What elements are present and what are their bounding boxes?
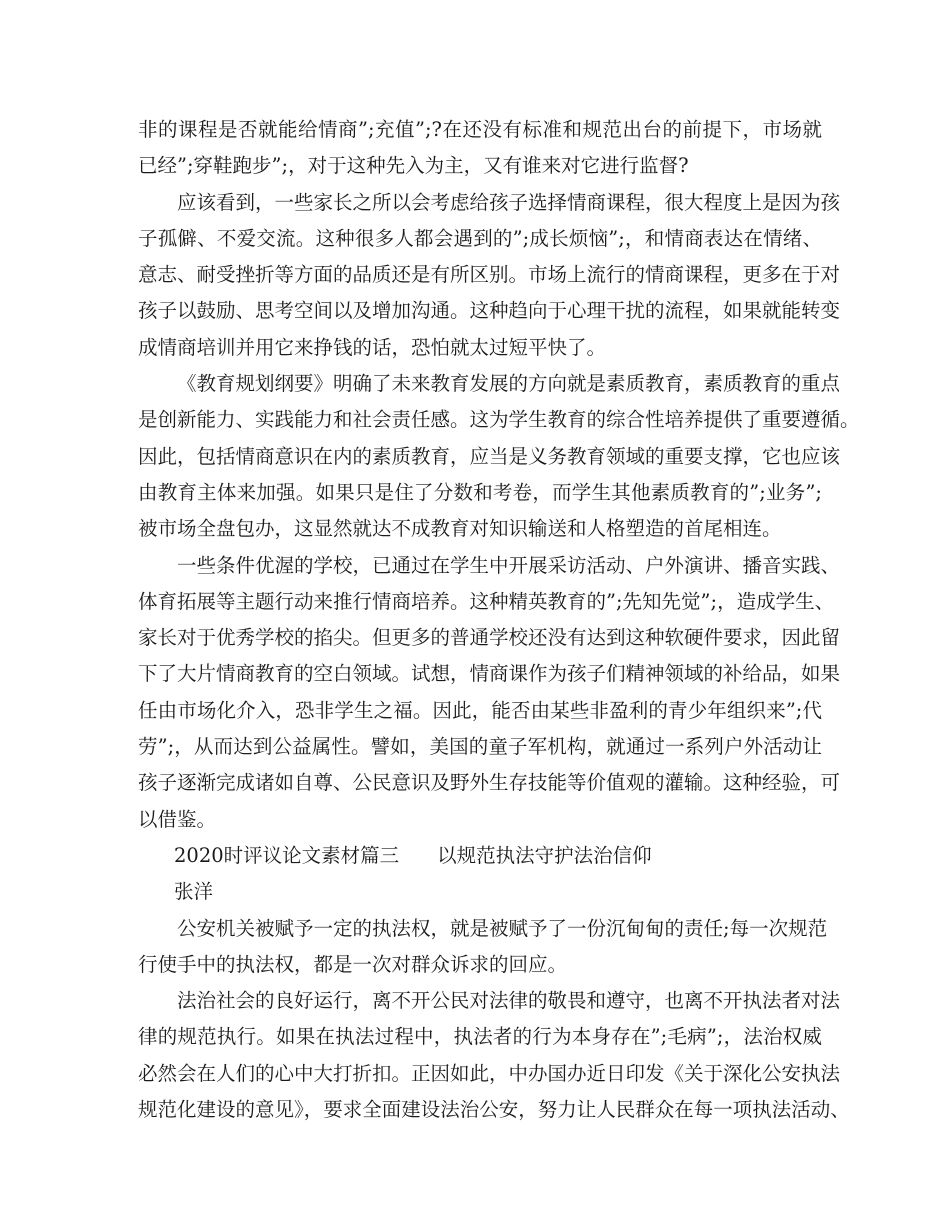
section-title: 以规范执法守护法治信仰 xyxy=(437,843,652,867)
text-line: 成情商培训并用它来挣钱的话，恐怕就太过短平快了。 xyxy=(138,335,607,359)
text-line: 子孤僻、不爱交流。这种很多人都会遇到的”;成长烦恼”;，和情商表达在情绪、 xyxy=(138,226,822,250)
text-line: 必然会在人们的心中大打折扣。正因如此，中办国办近日印发《关于深化公安执法 xyxy=(138,1061,841,1085)
text-line: 由教育主体来加强。如果只是住了分数和考卷，而学生其他素质教育的”;业务”; xyxy=(138,480,823,504)
text-line: 意志、耐受挫折等方面的品质还是有所区别。市场上流行的情商课程，更多在于对 xyxy=(138,263,841,287)
text-line: 律的规范执行。如果在执法过程中，执法者的行为本身存在”;毛病”;，法治权威 xyxy=(138,1025,822,1049)
section-label: 2020时评议论文素材篇三 xyxy=(174,843,400,867)
text-line: 非的课程是否就能给情商”;充值”;?在还没有标准和规范出台的前提下，市场就 xyxy=(138,118,822,141)
text-line: 下了大片情商教育的空白领域。试想，情商课作为孩子们精神领域的补给品，如果 xyxy=(138,662,841,686)
paragraph-start-line: 一些条件优渥的学校，已通过在学生中开展采访活动、户外演讲、播音实践、 xyxy=(177,553,841,577)
paragraph-start-line: 《教育规划纲要》明确了未来教育发展的方向就是素质教育，素质教育的重点 xyxy=(177,372,841,396)
text-line: 劳”;，从而达到公益属性。譬如，美国的童子军机构，就通过一系列户外活动让 xyxy=(138,735,822,759)
text-line: 体育拓展等主题行动来推行情商培养。这种精英教育的”;先知先觉”;，造成学生、 xyxy=(138,589,835,613)
section-heading xyxy=(138,838,822,874)
text-line: 家长对于优秀学校的掐尖。但更多的普通学校还没有达到这种软硬件要求，因此留 xyxy=(138,626,841,650)
document-body xyxy=(138,112,860,1128)
text-line: 已经”;穿鞋跑步”;，对于这种先入为主，又有谁来对它进行监督? xyxy=(138,154,689,178)
text-line: 是创新能力、实践能力和社会责任感。这为学生教育的综合性培养提供了重要遵循。 xyxy=(138,408,860,432)
author-name: 张洋 xyxy=(174,880,214,904)
paragraph-start-line: 法治社会的良好运行，离不开公民对法律的敬畏和遵守，也离不开执法者对法 xyxy=(177,989,841,1013)
paragraph-start-line: 应该看到，一些家长之所以会考虑给孩子选择情商课程，很大程度上是因为孩 xyxy=(177,190,841,214)
text-line: 孩子逐渐完成诸如自尊、公民意识及野外生存技能等价值观的灌输。这种经验，可 xyxy=(138,771,841,795)
text-line: 孩子以鼓励、思考空间以及增加沟通。这种趋向于心理干扰的流程，如果就能转变 xyxy=(138,299,841,323)
text-line: 行使手中的执法权，都是一次对群众诉求的回应。 xyxy=(138,952,568,976)
text-line: 规范化建设的意见》，要求全面建设法治公安，努力让人民群众在每一项执法活动、 xyxy=(138,1098,850,1122)
text-line: 因此，包括情商意识在内的素质教育，应当是义务教育领域的重要支撑，它也应该 xyxy=(138,444,841,468)
text-line: 被市场全盘包办，这显然就达不成教育对知识输送和人格塑造的首尾相连。 xyxy=(138,517,782,541)
text-line: 任由市场化介入，恐非学生之福。因此，能否由某些非盈利的青少年组织来”;代 xyxy=(138,698,822,722)
paragraph-start-line: 公安机关被赋予一定的执法权，就是被赋予了一份沉甸甸的责任;每一次规范 xyxy=(177,916,828,940)
text-line: 以借鉴。 xyxy=(138,807,217,831)
